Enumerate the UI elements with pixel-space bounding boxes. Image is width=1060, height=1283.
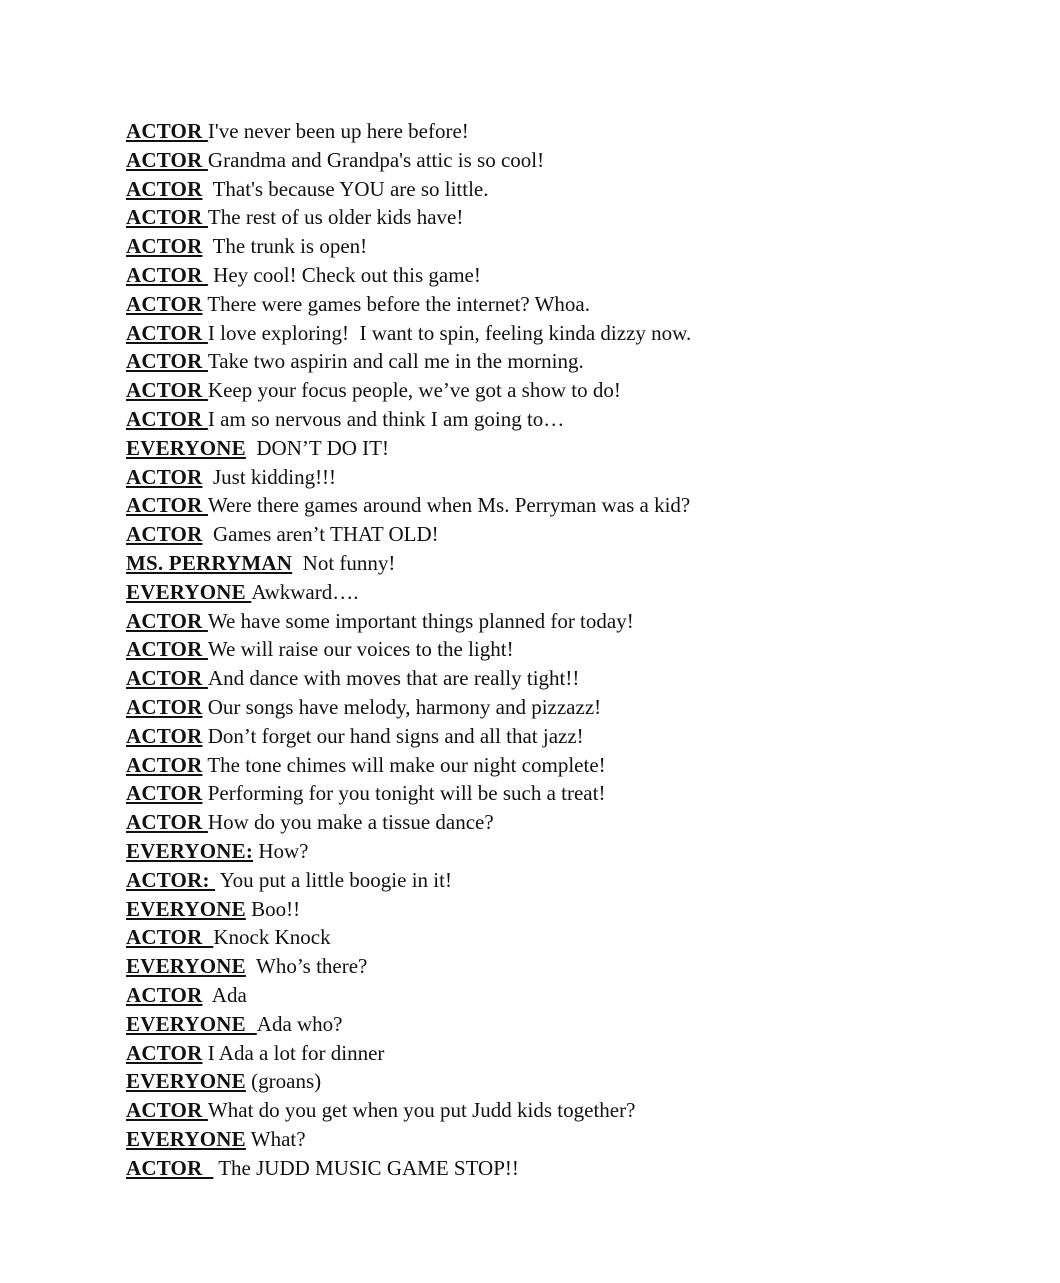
speaker-name: ACTOR	[126, 1098, 208, 1123]
script-line	[126, 1096, 1006, 1125]
dialogue-text: I love exploring! I want to spin, feeling kinda dizzy now.	[207, 320, 692, 345]
dialogue-text: There were games before the internet? Whoa.	[202, 291, 591, 316]
speaker-name: ACTOR	[126, 925, 214, 950]
speaker-name: ACTOR	[126, 234, 203, 259]
speaker-name: ACTOR	[126, 723, 203, 748]
speaker-name: ACTOR	[126, 464, 203, 489]
script-line	[126, 146, 1006, 175]
dialogue-text: Knock Knock	[213, 925, 331, 950]
script-line	[126, 520, 1006, 549]
script-line	[126, 635, 1006, 664]
script-line	[126, 491, 1006, 520]
dialogue-text: Take two aspirin and call me in the morning.	[207, 349, 584, 374]
speaker-name: ACTOR	[126, 1155, 214, 1180]
speaker-name: ACTOR:	[126, 867, 216, 892]
speaker-name: ACTOR	[126, 781, 203, 806]
script-line	[126, 549, 1006, 578]
script-line	[126, 203, 1006, 232]
dialogue-text: I am so nervous and think I am going to…	[207, 406, 565, 431]
speaker-name: EVERYONE	[126, 954, 246, 979]
speaker-name: ACTOR	[126, 637, 208, 662]
dialogue-text: We have some important things planned for today!	[207, 608, 634, 633]
dialogue-text: Performing for you tonight will be such a treat!	[202, 781, 606, 806]
script-line	[126, 664, 1006, 693]
dialogue-text: Awkward….	[251, 579, 359, 604]
speaker-name: ACTOR	[126, 147, 208, 172]
speaker-name: ACTOR	[126, 1040, 203, 1065]
script-line	[126, 693, 1006, 722]
dialogue-text: Boo!!	[245, 896, 301, 921]
dialogue-text: What?	[245, 1126, 306, 1151]
speaker-name: EVERYONE	[126, 579, 252, 604]
dialogue-text: Ada	[202, 982, 247, 1007]
dialogue-text: DON’T DO IT!	[245, 435, 389, 460]
dialogue-text: Hey cool! Check out this game!	[207, 262, 481, 287]
speaker-name: EVERYONE	[126, 435, 246, 460]
dialogue-text: The tone chimes will make our night complete!	[202, 752, 606, 777]
script-line	[126, 923, 1006, 952]
speaker-name: ACTOR	[126, 666, 208, 691]
dialogue-text: We will raise our voices to the light!	[207, 637, 514, 662]
script-line	[126, 952, 1006, 981]
dialogue-text: Ada who?	[256, 1011, 343, 1036]
dialogue-text: Were there games around when Ms. Perryman was a kid?	[207, 493, 691, 518]
dialogue-text: That's because YOU are so little.	[202, 176, 489, 201]
dialogue-text: Not funny!	[292, 550, 396, 575]
dialogue-text: The JUDD MUSIC GAME STOP!!	[213, 1155, 519, 1180]
script-line	[126, 607, 1006, 636]
script-line	[126, 232, 1006, 261]
dialogue-text: (groans)	[245, 1069, 322, 1094]
speaker-name: EVERYONE	[126, 1126, 246, 1151]
speaker-name: ACTOR	[126, 608, 208, 633]
speaker-name: ACTOR	[126, 378, 208, 403]
script-line	[126, 981, 1006, 1010]
script-line	[126, 347, 1006, 376]
script-line	[126, 1125, 1006, 1154]
script-line	[126, 722, 1006, 751]
dialogue-text: How do you make a tissue dance?	[207, 810, 494, 835]
script-line	[126, 808, 1006, 837]
script-line	[126, 434, 1006, 463]
speaker-name: EVERYONE	[126, 896, 246, 921]
speaker-name: ACTOR	[126, 349, 208, 374]
dialogue-text: You put a little boogie in it!	[215, 867, 452, 892]
script-body	[126, 117, 1006, 1182]
speaker-name: ACTOR	[126, 291, 203, 316]
dialogue-text: Just kidding!!!	[202, 464, 337, 489]
script-line	[126, 117, 1006, 146]
script-line	[126, 261, 1006, 290]
script-line	[126, 175, 1006, 204]
script-line	[126, 1154, 1006, 1183]
speaker-name: ACTOR	[126, 262, 208, 287]
dialogue-text: Our songs have melody, harmony and pizzazz!	[202, 694, 602, 719]
speaker-name: ACTOR	[126, 406, 208, 431]
script-line	[126, 779, 1006, 808]
script-line	[126, 1067, 1006, 1096]
script-line	[126, 463, 1006, 492]
script-line	[126, 319, 1006, 348]
dialogue-text: The trunk is open!	[202, 234, 368, 259]
script-line	[126, 1039, 1006, 1068]
script-line	[126, 895, 1006, 924]
speaker-name: ACTOR	[126, 522, 203, 547]
script-line	[126, 837, 1006, 866]
dialogue-text: Grandma and Grandpa's attic is so cool!	[207, 147, 545, 172]
script-line	[126, 405, 1006, 434]
speaker-name: ACTOR	[126, 982, 203, 1007]
script-line	[126, 376, 1006, 405]
dialogue-text: I Ada a lot for dinner	[202, 1040, 385, 1065]
speaker-name: EVERYONE:	[126, 838, 254, 863]
dialogue-text: Keep your focus people, we’ve got a show to do!	[207, 378, 621, 403]
speaker-name: ACTOR	[126, 205, 208, 230]
script-line	[126, 1010, 1006, 1039]
dialogue-text: The rest of us older kids have!	[207, 205, 464, 230]
speaker-name: EVERYONE	[126, 1069, 246, 1094]
speaker-name: ACTOR	[126, 176, 203, 201]
speaker-name: ACTOR	[126, 119, 208, 143]
dialogue-text: Don’t forget our hand signs and all that jazz!	[202, 723, 584, 748]
speaker-name: ACTOR	[126, 752, 203, 777]
dialogue-text: How?	[253, 838, 309, 863]
script-line	[126, 290, 1006, 319]
script-line	[126, 751, 1006, 780]
dialogue-text: Who’s there?	[245, 954, 368, 979]
dialogue-text: What do you get when you put Judd kids together?	[207, 1098, 636, 1123]
dialogue-text: I've never been up here before!	[207, 119, 469, 143]
speaker-name: ACTOR	[126, 493, 208, 518]
speaker-name: ACTOR	[126, 320, 208, 345]
speaker-name: MS. PERRYMAN	[126, 550, 293, 575]
script-line	[126, 578, 1006, 607]
dialogue-text: Games aren’t THAT OLD!	[202, 522, 439, 547]
speaker-name: EVERYONE	[126, 1011, 257, 1036]
speaker-name: ACTOR	[126, 694, 203, 719]
speaker-name: ACTOR	[126, 810, 208, 835]
dialogue-text: And dance with moves that are really tight!!	[207, 666, 580, 691]
script-line	[126, 866, 1006, 895]
